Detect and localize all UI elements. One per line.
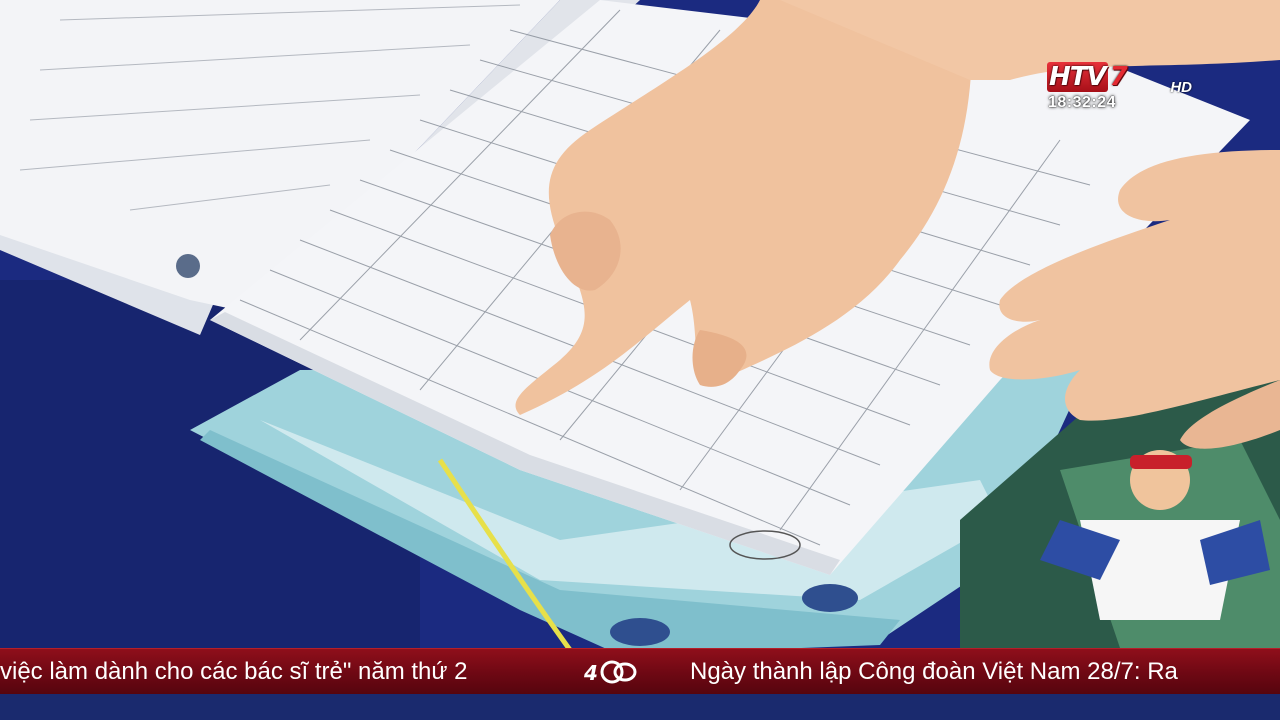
channel-logo-seven: 7 (1109, 62, 1127, 92)
svg-text:4: 4 (584, 661, 598, 685)
broadcast-clock: 18:32:24 (1048, 94, 1117, 111)
hd-badge: HD (1170, 79, 1192, 96)
ticker-text-right: Ngày thành lập Công đoàn Việt Nam 28/7: Ra (690, 658, 1178, 685)
university-seal-icon (176, 254, 200, 278)
news-ticker (0, 648, 1280, 696)
channel-logo (1047, 60, 1192, 94)
htv-ticker-logo-icon (582, 658, 638, 686)
ticker-text-left: việc làm dành cho các bác sĩ trẻ" năm thứ 2 (0, 658, 468, 685)
channel-logo-wordmark (1047, 60, 1127, 94)
channel-logo-htv: HTV (1049, 62, 1106, 92)
bottom-strip (0, 694, 1280, 720)
